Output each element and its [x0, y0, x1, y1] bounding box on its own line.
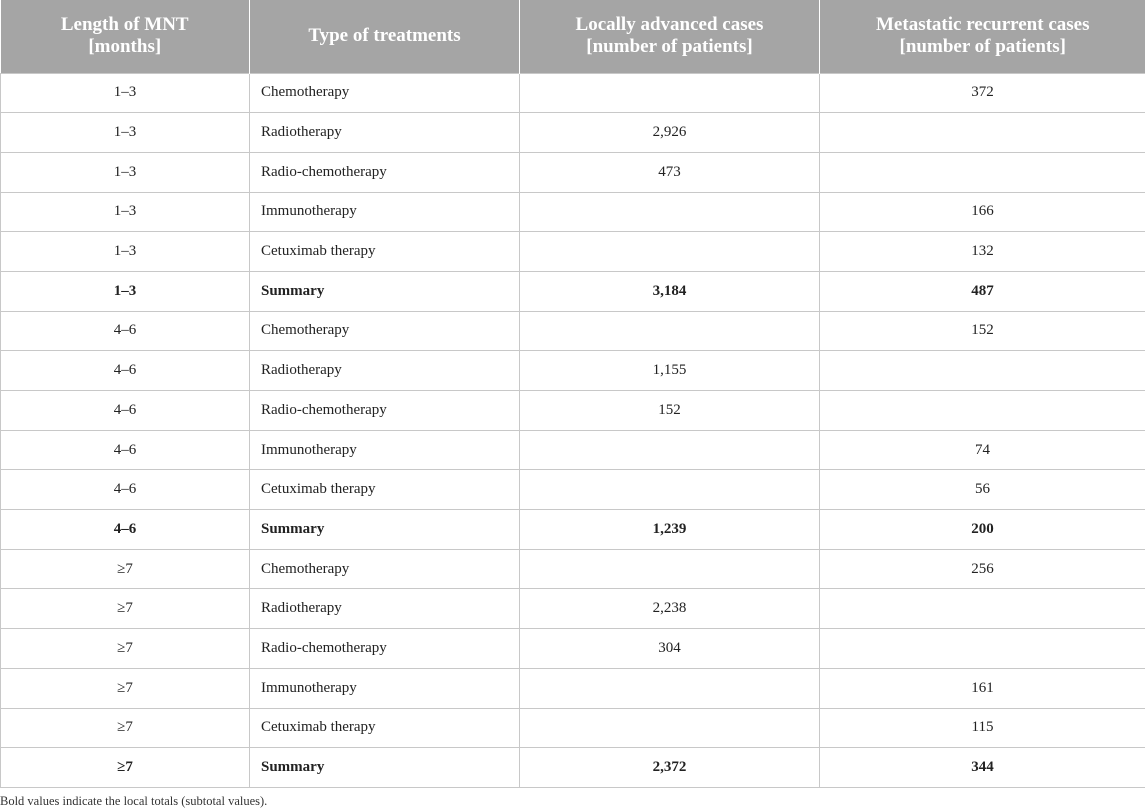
- summary-row: [1, 271, 1145, 311]
- cell-locally-advanced: 2,372: [520, 748, 820, 788]
- cell-metastatic-recurrent: 487: [820, 271, 1145, 311]
- cell-metastatic-recurrent: 256: [820, 549, 1145, 589]
- table-row: [1, 311, 1145, 351]
- cell-locally-advanced: [520, 708, 820, 748]
- cell-length: 1–3: [1, 113, 250, 153]
- cell-treatment-type: Immunotherapy: [250, 668, 520, 708]
- table-body: [1, 73, 1145, 787]
- cell-length: ≥7: [1, 708, 250, 748]
- cell-length: 4–6: [1, 430, 250, 470]
- header-meta-line-2: [number of patients]: [899, 36, 1066, 58]
- cell-metastatic-recurrent: [820, 113, 1145, 153]
- cell-treatment-type: Radio-chemotherapy: [250, 391, 520, 431]
- summary-row: [1, 748, 1145, 788]
- cell-length: ≥7: [1, 549, 250, 589]
- table-row: [1, 708, 1145, 748]
- table-row: [1, 589, 1145, 629]
- cell-treatment-type: Summary: [250, 271, 520, 311]
- table-row: [1, 391, 1145, 431]
- cell-treatment-type: Summary: [250, 748, 520, 788]
- cell-locally-advanced: [520, 192, 820, 232]
- cell-metastatic-recurrent: [820, 391, 1145, 431]
- cell-metastatic-recurrent: 115: [820, 708, 1145, 748]
- cell-treatment-type: Radiotherapy: [250, 589, 520, 629]
- header-type-of-treatments: [250, 0, 520, 73]
- cell-locally-advanced: [520, 549, 820, 589]
- cell-metastatic-recurrent: 200: [820, 510, 1145, 550]
- cell-length: 4–6: [1, 510, 250, 550]
- cell-treatment-type: Radiotherapy: [250, 113, 520, 153]
- table-row: [1, 152, 1145, 192]
- cell-metastatic-recurrent: [820, 351, 1145, 391]
- cell-metastatic-recurrent: 344: [820, 748, 1145, 788]
- cell-treatment-type: Cetuximab therapy: [250, 708, 520, 748]
- cell-metastatic-recurrent: [820, 589, 1145, 629]
- cell-length: 1–3: [1, 152, 250, 192]
- cell-metastatic-recurrent: 74: [820, 430, 1145, 470]
- cell-locally-advanced: 304: [520, 629, 820, 669]
- header-locally-advanced: [520, 0, 820, 73]
- cell-locally-advanced: [520, 232, 820, 272]
- cell-treatment-type: Radio-chemotherapy: [250, 629, 520, 669]
- header-length-line-2: [months]: [88, 36, 162, 58]
- cell-metastatic-recurrent: 152: [820, 311, 1145, 351]
- cell-metastatic-recurrent: 372: [820, 73, 1145, 113]
- cell-metastatic-recurrent: 132: [820, 232, 1145, 272]
- cell-length: ≥7: [1, 668, 250, 708]
- cell-treatment-type: Chemotherapy: [250, 73, 520, 113]
- cell-treatment-type: Radio-chemotherapy: [250, 152, 520, 192]
- cell-locally-advanced: [520, 430, 820, 470]
- cell-length: 1–3: [1, 271, 250, 311]
- cell-treatment-type: Radiotherapy: [250, 351, 520, 391]
- header-meta-line-1: Metastatic recurrent cases: [876, 14, 1090, 36]
- cell-length: 1–3: [1, 73, 250, 113]
- cell-length: 4–6: [1, 470, 250, 510]
- header-local-line-1: Locally advanced cases: [575, 14, 764, 36]
- cell-locally-advanced: 3,184: [520, 271, 820, 311]
- cell-locally-advanced: 1,239: [520, 510, 820, 550]
- cell-length: ≥7: [1, 748, 250, 788]
- table-row: [1, 351, 1145, 391]
- cell-length: 1–3: [1, 232, 250, 272]
- cell-treatment-type: Immunotherapy: [250, 192, 520, 232]
- cell-length: ≥7: [1, 629, 250, 669]
- cell-length: ≥7: [1, 589, 250, 629]
- table-row: [1, 549, 1145, 589]
- header-row: [1, 0, 1145, 73]
- cell-locally-advanced: [520, 668, 820, 708]
- header-local-line-2: [number of patients]: [586, 36, 753, 58]
- cell-length: 4–6: [1, 391, 250, 431]
- table-row: [1, 430, 1145, 470]
- cell-treatment-type: Cetuximab therapy: [250, 232, 520, 272]
- table-row: [1, 232, 1145, 272]
- cell-metastatic-recurrent: [820, 152, 1145, 192]
- header-length-line-1: Length of MNT: [60, 14, 189, 36]
- cell-locally-advanced: 152: [520, 391, 820, 431]
- cell-treatment-type: Chemotherapy: [250, 549, 520, 589]
- cell-treatment-type: Cetuximab therapy: [250, 470, 520, 510]
- cell-metastatic-recurrent: 166: [820, 192, 1145, 232]
- table-row: [1, 629, 1145, 669]
- cell-locally-advanced: [520, 311, 820, 351]
- cell-locally-advanced: 1,155: [520, 351, 820, 391]
- table-row: [1, 668, 1145, 708]
- summary-row: [1, 510, 1145, 550]
- cell-metastatic-recurrent: [820, 629, 1145, 669]
- table-row: [1, 113, 1145, 153]
- cell-locally-advanced: 2,238: [520, 589, 820, 629]
- cell-locally-advanced: 2,926: [520, 113, 820, 153]
- table-header: [1, 0, 1145, 73]
- header-metastatic-recurrent: [820, 0, 1145, 73]
- cell-locally-advanced: [520, 470, 820, 510]
- cell-length: 1–3: [1, 192, 250, 232]
- cell-length: 4–6: [1, 351, 250, 391]
- header-type-line-1: Type of treatments: [308, 25, 461, 47]
- cell-locally-advanced: [520, 73, 820, 113]
- table-footnote: Bold values indicate the local totals (subtotal values).: [0, 793, 268, 808]
- cell-metastatic-recurrent: 161: [820, 668, 1145, 708]
- table-row: [1, 73, 1145, 113]
- cell-locally-advanced: 473: [520, 152, 820, 192]
- cell-metastatic-recurrent: 56: [820, 470, 1145, 510]
- cell-length: 4–6: [1, 311, 250, 351]
- cell-treatment-type: Immunotherapy: [250, 430, 520, 470]
- header-length-of-mnt: [1, 0, 250, 73]
- table-row: [1, 192, 1145, 232]
- table-row: [1, 470, 1145, 510]
- cell-treatment-type: Chemotherapy: [250, 311, 520, 351]
- cell-treatment-type: Summary: [250, 510, 520, 550]
